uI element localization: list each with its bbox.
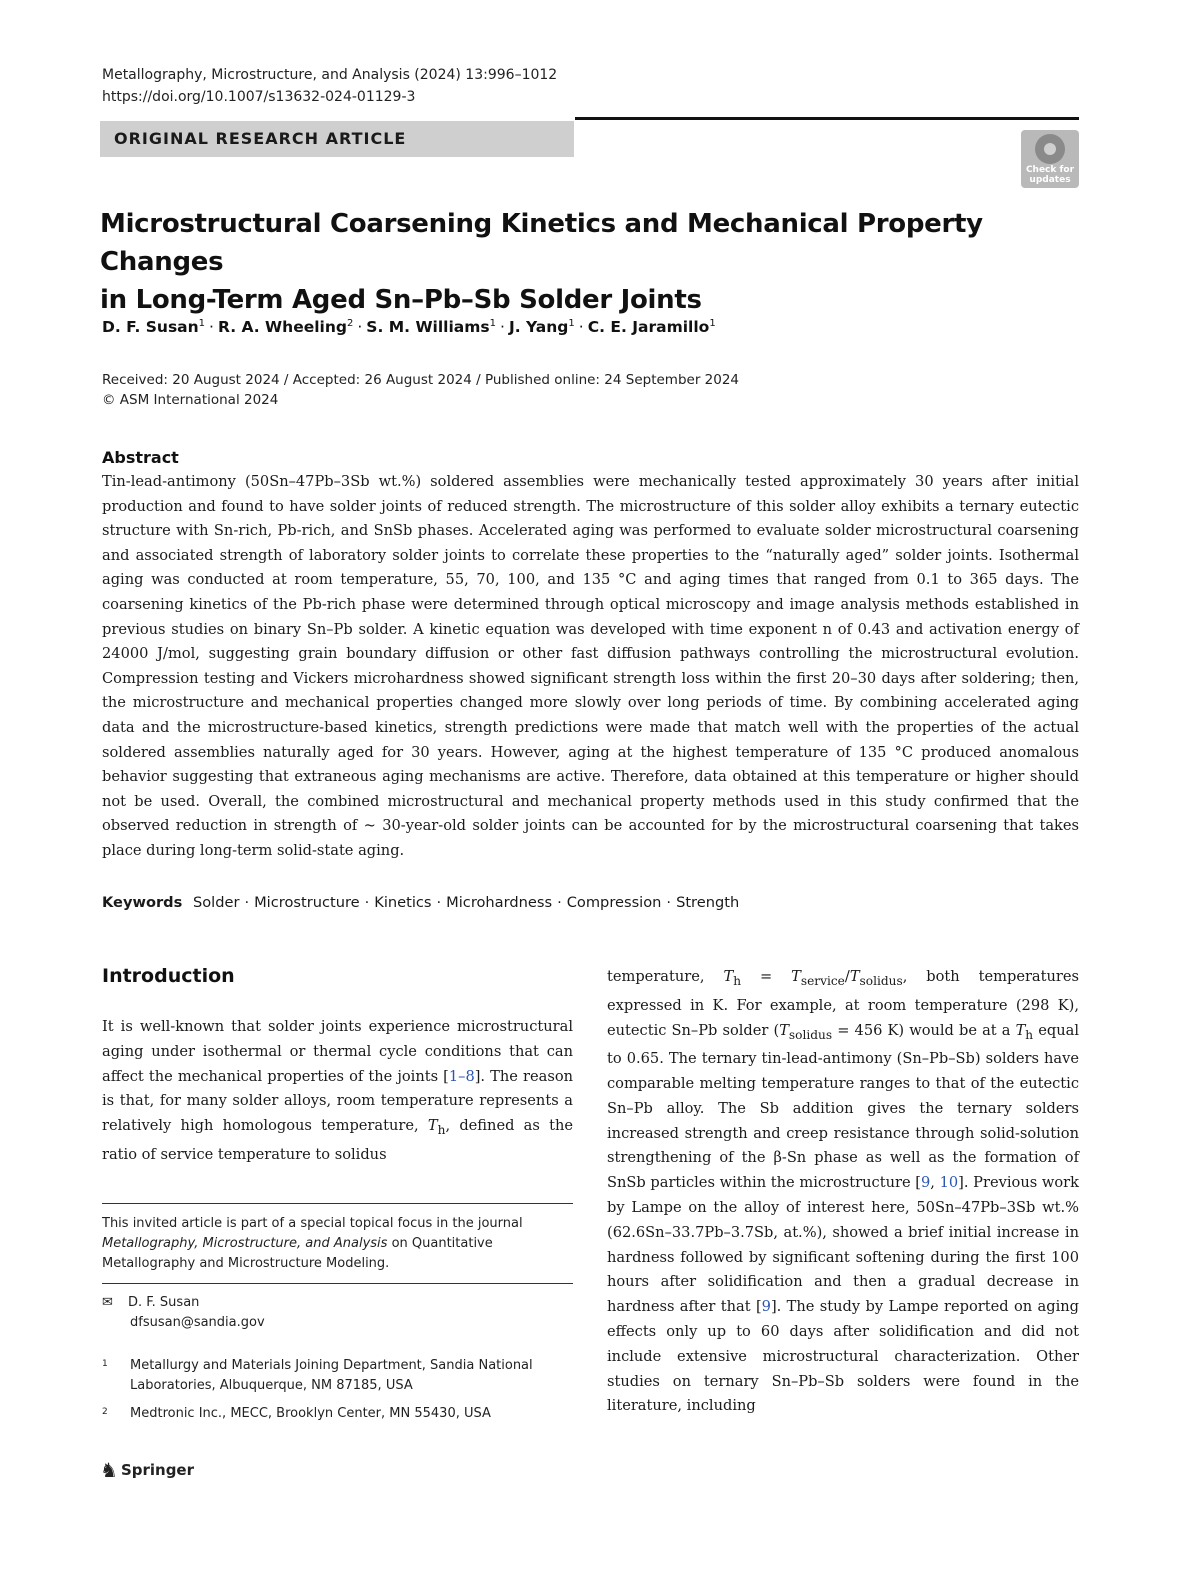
citation-link[interactable]: 1–8 — [448, 1067, 475, 1085]
keywords-label: Keywords — [102, 894, 183, 911]
keyword-separator: · — [244, 894, 250, 911]
body-text: , — [930, 1174, 940, 1192]
affiliation-number: 2 — [102, 1407, 108, 1417]
author-affiliation-mark: 2 — [346, 318, 354, 329]
affiliation-2 — [102, 1404, 573, 1424]
body-text: / — [844, 968, 850, 985]
corresponding-email[interactable]: dfsusan@sandia.gov — [130, 1315, 265, 1330]
subscript: solidus — [788, 1027, 833, 1042]
abstract-heading: Abstract — [102, 448, 179, 467]
copyright-notice: © ASM International 2024 — [102, 392, 279, 408]
body-text: It is well-known that solder joints experience microstructural aging under isothermal or thermal cycle conditions that can affect the mechanical properties of the joints [ — [102, 1018, 573, 1085]
symbol-T: T — [791, 968, 801, 985]
keyword: Compression — [566, 894, 662, 911]
author-affiliation-mark: 1 — [568, 318, 575, 329]
footnote-text: This invited article is part of a special topical focus in the journal — [102, 1216, 523, 1231]
author-list — [102, 312, 716, 339]
publication-dates: Received: 20 August 2024 / Accepted: 26 August 2024 / Published online: 24 September 2024 — [102, 372, 740, 388]
footnote-rule — [102, 1283, 573, 1284]
author-affiliation-mark: 1 — [709, 318, 716, 329]
body-text: equal to 0.65. The ternary tin-lead-antimony (Sn–Pb–Sb) solders have comparable melting temperature ranges to that of the eutectic Sn–Pb alloy. The Sb addition gives the ternary solders increased strength and creep resistance through solid-solution strengthening of the β-Sn phase as well as the formation of SnSb particles within the microstructure [ — [607, 1021, 1079, 1192]
symbol-T: T — [779, 1021, 789, 1039]
author-separator: · — [578, 318, 584, 337]
affiliation-number: 1 — [102, 1359, 108, 1369]
author-separator: · — [500, 318, 505, 337]
author-name[interactable]: R. A. Wheeling — [217, 318, 347, 337]
author-affiliation-mark: 1 — [489, 318, 497, 329]
keyword: Solder — [192, 894, 240, 911]
body-text: = 456 K) would be at a — [832, 1021, 1016, 1039]
affiliation-text: Medtronic Inc., MECC, Brooklyn Center, MN 55430, USA — [130, 1406, 491, 1421]
doi-link[interactable]: https://doi.org/10.1007/s13632-024-01129-3 — [102, 89, 416, 105]
citation-link[interactable]: 9 — [761, 1298, 771, 1316]
body-text: temperature, — [607, 968, 724, 985]
keyword-separator: · — [666, 894, 672, 911]
affiliation-text: Metallurgy and Materials Joining Department, Sandia National Laboratories, Albuquerque, NM 87185, USA — [130, 1358, 533, 1393]
keyword: Kinetics — [374, 894, 432, 911]
author-separator: · — [357, 318, 363, 337]
author-name[interactable]: S. M. Williams — [366, 318, 490, 337]
keyword-separator: · — [436, 894, 442, 911]
symbol-T: T — [1015, 1021, 1026, 1039]
article-type-banner: ORIGINAL RESEARCH ARTICLE — [100, 121, 574, 157]
body-text: ]. The study by Lampe reported on aging effects only up to 60 days after solidification and did not include extensive microstructural characterization. Other studies on ternary Sn–Pb–Sb solders were found in the literature, including — [607, 1298, 1079, 1415]
check-for-updates-badge[interactable] — [1021, 130, 1079, 188]
keyword-separator: · — [557, 894, 562, 911]
badge-label: Check for updates — [1025, 165, 1075, 185]
body-text: = — [741, 968, 792, 985]
title-line-1: Microstructural Coarsening Kinetics and Mechanical Property Changes — [100, 209, 983, 277]
publisher-name: Springer — [120, 1461, 195, 1479]
body-text: , both temperatures expressed in K. For example, at room temperature (298 K), eutectic Sn–Pb solder ( — [607, 968, 1079, 1039]
keywords-line — [102, 891, 739, 915]
footnote-journal: Metallography, Microstructure, and Analysis — [102, 1236, 388, 1251]
symbol-T: T — [849, 968, 860, 985]
title-line-2: in Long-Term Aged Sn–Pb–Sb Solder Joints — [100, 285, 702, 315]
envelope-icon: ✉ — [102, 1295, 113, 1310]
topical-footnote — [102, 1214, 573, 1274]
subscript: h — [437, 1123, 446, 1138]
symbol-T: T — [427, 1117, 438, 1135]
corresponding-author: D. F. Susan — [128, 1295, 200, 1310]
journal-citation: Metallography, Microstructure, and Analysis (2024) 13:996–1012 — [102, 67, 558, 83]
author-name[interactable]: C. E. Jaramillo — [587, 318, 710, 337]
footnote-text: on Quantitative Metallography and Microstructure Modeling. — [102, 1236, 493, 1271]
header-rule — [575, 117, 1079, 120]
body-text: ]. Previous work by Lampe on the alloy of interest here, 50Sn–47Pb–3Sb wt.% (62.6Sn–33.7Pb–3.7Sb, at.%), showed a brief initial increase in hardness followed by significant softening during the first 100 hours after solidification and then a gradual decrease in hardness after that [ — [607, 1174, 1079, 1316]
body-text: , defined as the ratio of service temperature to solidus — [102, 1117, 573, 1163]
citation-link[interactable]: 10 — [939, 1174, 959, 1192]
author-name[interactable]: D. F. Susan — [102, 318, 199, 337]
keyword: Microstructure — [254, 894, 360, 911]
symbol-T: T — [723, 968, 734, 985]
citation-link[interactable]: 9 — [920, 1174, 931, 1192]
subscript: h — [1025, 1027, 1034, 1042]
keyword: Strength — [676, 894, 740, 911]
keyword-separator: · — [364, 894, 370, 911]
body-text: ]. The reason is that, for many solder alloys, room temperature represents a relatively high homologous temperature, — [102, 1067, 574, 1135]
subscript: service — [800, 973, 845, 988]
affiliation-1 — [102, 1356, 573, 1396]
update-circle-icon — [1035, 134, 1065, 164]
keyword: Microhardness — [446, 894, 553, 911]
subscript: solidus — [859, 973, 903, 988]
article-title — [100, 205, 1080, 319]
publisher-logo — [100, 1458, 194, 1482]
author-name[interactable]: J. Yang — [508, 318, 569, 337]
subscript: h — [733, 973, 742, 988]
introduction-left-column — [102, 1015, 573, 1168]
introduction-heading: Introduction — [102, 965, 235, 987]
springer-horse-icon: ♞ — [100, 1458, 118, 1482]
footnote-rule — [102, 1203, 573, 1204]
abstract-text: Tin-lead-antimony (50Sn–47Pb–3Sb wt.%) soldered assemblies were mechanically tested approximately 30 years after initial production and found to have solder joints of reduced strength. The microstructure of this solder alloy exhibits a ternary eutectic structure with Sn-rich, Pb-rich, and SnSb phases. Accelerated aging was performed to evaluate solder microstructural coarsening and associated strength of laboratory solder joints to correlate these properties to the “naturally aged” solder joints. Isothermal aging was conducted at room temperature, 55, 70, 100, and 135 °C and aging times that ranged from 0.1 to 365 days. The coarsening kinetics of the Pb-rich phase were determined through optical microscopy and image analysis methods established in previous studies on binary Sn–Pb solder. A kinetic equation was developed with time exponent n of 0.43 and activation energy of 24000 J/mol, suggesting grain boundary diffusion or other fast diffusion pathways controlling the microstructural evolution. Compression testing and Vickers microhardness showed significant strength loss within the first 20–30 days after soldering; then, the microstructure and mechanical properties changed more slowly over long periods of time. By combining accelerated aging data and the microstructure-based kinetics, strength predictions were made that match well with the properties of the actual soldered assemblies naturally aged for 30 years. However, aging at the highest temperature of 135 °C produced anomalous behavior suggesting that extraneous aging mechanisms are active. Therefore, data obtained at this temperature or higher should not be used. Overall, the combined microstructural and mechanical property methods used in this study confirmed that the observed reduction in strength of ~ 30-year-old solder joints can be accounted for by the microstructural coarsening that takes place during long-term solid-state aging. — [102, 473, 1079, 859]
introduction-right-column — [607, 965, 1079, 1419]
correspondence-block — [102, 1293, 265, 1333]
author-separator: · — [209, 318, 214, 337]
author-affiliation-mark: 1 — [198, 318, 206, 329]
